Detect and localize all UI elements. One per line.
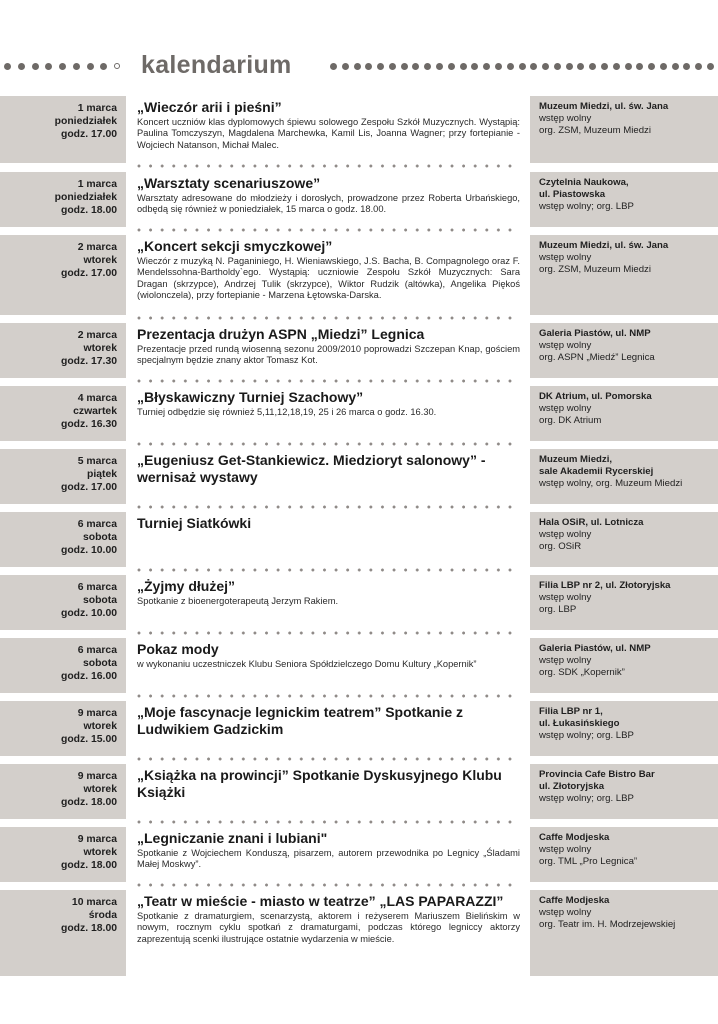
event-venue-block (530, 764, 718, 819)
venue-name: Czytelnia Naukowa, (539, 177, 629, 188)
event-main (137, 386, 520, 418)
event-date: 5 marca (77, 456, 117, 467)
dotted-separator (137, 631, 520, 635)
venue-info: org. TML „Pro Legnica” (539, 856, 638, 868)
event-venue-block (530, 890, 718, 976)
venue-name: Hala OSiR, ul. Lotnicza (539, 517, 644, 528)
event-main (137, 701, 520, 738)
venue-info: org. ASPN „Miedź” Legnica (539, 352, 655, 364)
event-row (0, 449, 718, 504)
event-time: godz. 17.00 (60, 268, 117, 279)
event-date-block (0, 323, 126, 378)
event-row (0, 638, 718, 693)
venue-name: Muzeum Miedzi, (539, 454, 613, 465)
event-date: 2 marca (77, 330, 117, 341)
event-date-block (0, 638, 126, 693)
venue-info: org. SDK „Kopernik” (539, 667, 625, 679)
venue-name: ul. Złotoryjska (539, 781, 605, 793)
event-date: 1 marca (77, 179, 117, 190)
event-row (0, 172, 718, 227)
event-date: 6 marca (77, 519, 117, 530)
event-day: wtorek (83, 721, 117, 732)
event-row (0, 827, 718, 882)
venue-info: wstęp wolny (539, 403, 592, 415)
event-row (0, 701, 718, 756)
event-title: „Warsztaty scenariuszowe” (137, 175, 321, 191)
event-time: godz. 18.00 (60, 860, 117, 871)
dotted-separator (137, 228, 520, 232)
event-time: godz. 18.00 (60, 923, 117, 934)
page-title: kalendarium (141, 51, 292, 79)
event-day: wtorek (83, 255, 117, 266)
event-title: „Książka na prowincji” Spotkanie Dyskusyjnego Klubu Książki (137, 767, 502, 800)
event-venue-block (530, 701, 718, 756)
venue-info: org. Teatr im. H. Modrzejewskiej (539, 919, 676, 931)
event-venue-block (530, 512, 718, 567)
event-main (137, 235, 520, 301)
event-day: poniedziałek (54, 116, 117, 127)
dotted-separator (137, 164, 520, 168)
event-venue-block (530, 386, 718, 441)
event-time: godz. 16.30 (60, 419, 117, 430)
event-date-block (0, 96, 126, 163)
event-venue-block (530, 323, 718, 378)
venue-name: ul. Łukasińskiego (539, 718, 620, 730)
event-date: 6 marca (77, 645, 117, 656)
event-description: w wykonaniu uczestniczek Klubu Seniora Spółdzielczego Domu Kultury „Kopernik” (137, 659, 477, 669)
venue-info: wstęp wolny; org. LBP (539, 730, 634, 742)
event-date: 1 marca (77, 103, 117, 114)
venue-info: org. ZSM, Muzeum Miedzi (539, 125, 651, 137)
venue-name: DK Atrium, ul. Pomorska (539, 391, 652, 402)
event-title: „Żyjmy dłużej” (137, 578, 236, 594)
event-main (137, 575, 520, 607)
event-date-block (0, 701, 126, 756)
event-title: „Teatr w mieście - miasto w teatrze” „LAS PAPARAZZI” (137, 893, 504, 909)
event-day: czwartek (73, 406, 117, 417)
venue-info: wstęp wolny, org. Muzeum Miedzi (539, 478, 683, 490)
event-time: godz. 16.00 (60, 671, 117, 682)
venue-name: Filia LBP nr 2, ul. Złotoryjska (539, 580, 671, 591)
event-venue-block (530, 575, 718, 630)
venue-info: wstęp wolny; org. LBP (539, 793, 634, 805)
venue-info: org. LBP (539, 604, 577, 616)
venue-name: Caffe Modjeska (539, 832, 610, 843)
event-date: 9 marca (77, 708, 117, 719)
page-header (0, 48, 718, 84)
event-date-block (0, 235, 126, 315)
event-day: sobota (82, 595, 117, 606)
event-time: godz. 10.00 (60, 608, 117, 619)
dotted-separator (137, 505, 520, 509)
event-main (137, 172, 520, 216)
event-row (0, 575, 718, 630)
event-main (137, 323, 520, 367)
event-venue-block (530, 96, 718, 163)
event-date: 4 marca (77, 393, 117, 404)
event-description: Spotkanie z dramaturgiem, scenarzystą, aktorem i reżyserem Mariuszem Bielińskim w nowym, rocznym cyklu spotkań z dramaturgami, podczas którego legniccy aktorzy zaprezentują scenki ilustrujące ostatnie wydarzenia w mieście. (137, 911, 520, 944)
event-time: godz. 17.00 (60, 482, 117, 493)
venue-name: Galeria Piastów, ul. NMP (539, 328, 651, 339)
event-description: Wieczór z muzyką N. Paganiniego, H. Wieniawskiego, J.S. Bacha, B. Compagnolego oraz F. Mendelssohna-Bartholdy`ego. Wystąpią: uczniowie Zespołu Szkół Muzycznych: Sara Dragan (skrzypce), Andrzej Tulik (skrzypce), Wiktor Rudzik (altówka), Angelika Piękoś (wiolonczela), przy fortepianie - Marzena Łętowska-Darska. (137, 256, 520, 300)
venue-name: Provincia Cafe Bistro Bar (539, 769, 655, 780)
event-date: 9 marca (77, 834, 117, 845)
venue-info: wstęp wolny (539, 340, 592, 352)
venue-name: ul. Piastowska (539, 189, 606, 201)
dotted-separator (137, 568, 520, 572)
venue-info: wstęp wolny (539, 844, 592, 856)
event-date: 10 marca (71, 897, 117, 908)
dotted-separator (137, 316, 520, 320)
event-time: godz. 17.30 (60, 356, 117, 367)
event-main (137, 449, 520, 486)
event-description: Warsztaty adresowane do młodzieży i dorosłych, prowadzone przez Roberta Urbańskiego, odbędą się również w poniedziałek, 15 marca o godz. 18.00. (137, 193, 520, 215)
event-title: Turniej Siatkówki (137, 515, 252, 531)
venue-info: wstęp wolny (539, 592, 592, 604)
event-date-block (0, 449, 126, 504)
event-description: Turniej odbędzie się również 5,11,12,18,19, 25 i 26 marca o godz. 16.30. (137, 407, 437, 417)
dotted-separator (137, 379, 520, 383)
event-title: „Moje fascynacje legnickim teatrem” Spotkanie z Ludwikiem Gadzickim (137, 704, 464, 737)
event-main (137, 638, 520, 670)
dotted-separator (137, 442, 520, 446)
venue-name: Caffe Modjeska (539, 895, 610, 906)
event-day: środa (88, 910, 117, 921)
event-day: sobota (82, 658, 117, 669)
event-row (0, 235, 718, 315)
venue-name: Filia LBP nr 1, (539, 706, 603, 717)
dotted-separator (137, 757, 520, 761)
event-day: piątek (86, 469, 117, 480)
event-venue-block (530, 172, 718, 227)
event-date-block (0, 575, 126, 630)
event-row (0, 764, 718, 819)
event-main (137, 827, 520, 871)
event-date-block (0, 827, 126, 882)
event-main (137, 512, 520, 532)
event-title: „Eugeniusz Get-Stankiewicz. Miedzioryt salonowy” - wernisaż wystawy (137, 452, 486, 485)
event-row (0, 512, 718, 567)
event-title: „Wieczór arii i pieśni” (137, 99, 282, 115)
header-dots-right (330, 60, 714, 72)
event-title: „Błyskawiczny Turniej Szachowy” (137, 389, 364, 405)
venue-name: Muzeum Miedzi, ul. św. Jana (539, 101, 669, 112)
venue-info: wstęp wolny; org. LBP (539, 201, 634, 213)
dotted-separator (137, 820, 520, 824)
event-title: Pokaz mody (137, 641, 219, 657)
event-date: 2 marca (77, 242, 117, 253)
event-main (137, 96, 520, 151)
event-title: „Legniczanie znani i lubiani" (137, 830, 328, 846)
dotted-separator (137, 883, 520, 887)
header-dots-left (4, 60, 120, 72)
venue-info: org. ZSM, Muzeum Miedzi (539, 264, 651, 276)
event-date-block (0, 172, 126, 227)
event-row (0, 96, 718, 163)
event-day: wtorek (83, 847, 117, 858)
event-description: Prezentacje przed rundą wiosenną sezonu 2009/2010 poprowadzi Szczepan Knap, gościem specjalnym będzie znany aktor Tomasz Kot. (137, 344, 520, 366)
event-date-block (0, 512, 126, 567)
event-day: sobota (82, 532, 117, 543)
venue-info: org. OSiR (539, 541, 582, 553)
event-day: wtorek (83, 343, 117, 354)
event-title: „Koncert sekcji smyczkowej” (137, 238, 333, 254)
event-date-block (0, 386, 126, 441)
event-main (137, 890, 520, 945)
event-date-block (0, 764, 126, 819)
event-time: godz. 10.00 (60, 545, 117, 556)
event-date: 9 marca (77, 771, 117, 782)
event-row (0, 323, 718, 378)
event-venue-block (530, 638, 718, 693)
event-time: godz. 18.00 (60, 205, 117, 216)
event-time: godz. 17.00 (60, 129, 117, 140)
venue-info: wstęp wolny (539, 529, 592, 541)
event-time: godz. 15.00 (60, 734, 117, 745)
event-main (137, 764, 520, 801)
event-venue-block (530, 827, 718, 882)
venue-info: org. DK Atrium (539, 415, 602, 427)
event-date: 6 marca (77, 582, 117, 593)
event-row (0, 890, 718, 976)
event-day: wtorek (83, 784, 117, 795)
event-day: poniedziałek (54, 192, 117, 203)
venue-info: wstęp wolny (539, 113, 592, 125)
venue-name: sale Akademii Rycerskiej (539, 466, 654, 478)
event-time: godz. 18.00 (60, 797, 117, 808)
event-row (0, 386, 718, 441)
event-venue-block (530, 235, 718, 315)
venue-info: wstęp wolny (539, 252, 592, 264)
venue-name: Muzeum Miedzi, ul. św. Jana (539, 240, 669, 251)
event-venue-block (530, 449, 718, 504)
event-description: Koncert uczniów klas dyplomowych śpiewu solowego Zespołu Szkół Muzycznych. Wystąpią: Paulina Tomczyszyn, Magdalena Marchewka, Kamil Lis, Joanna Wagner; przy fortepianie - Wojciech Natanson, Michał Malec. (137, 117, 520, 150)
venue-info: wstęp wolny (539, 655, 592, 667)
event-description: Spotkanie z Wojciechem Konduszą, pisarzem, autorem przewodnika po Legnicy „Śladami Małej Moskwy”. (137, 848, 520, 870)
venue-name: Galeria Piastów, ul. NMP (539, 643, 651, 654)
event-description: Spotkanie z bioenergoterapeutą Jerzym Rakiem. (137, 596, 339, 606)
venue-info: wstęp wolny (539, 907, 592, 919)
dotted-separator (137, 694, 520, 698)
event-date-block (0, 890, 126, 976)
event-title: Prezentacja drużyn ASPN „Miedzi” Legnica (137, 326, 425, 342)
